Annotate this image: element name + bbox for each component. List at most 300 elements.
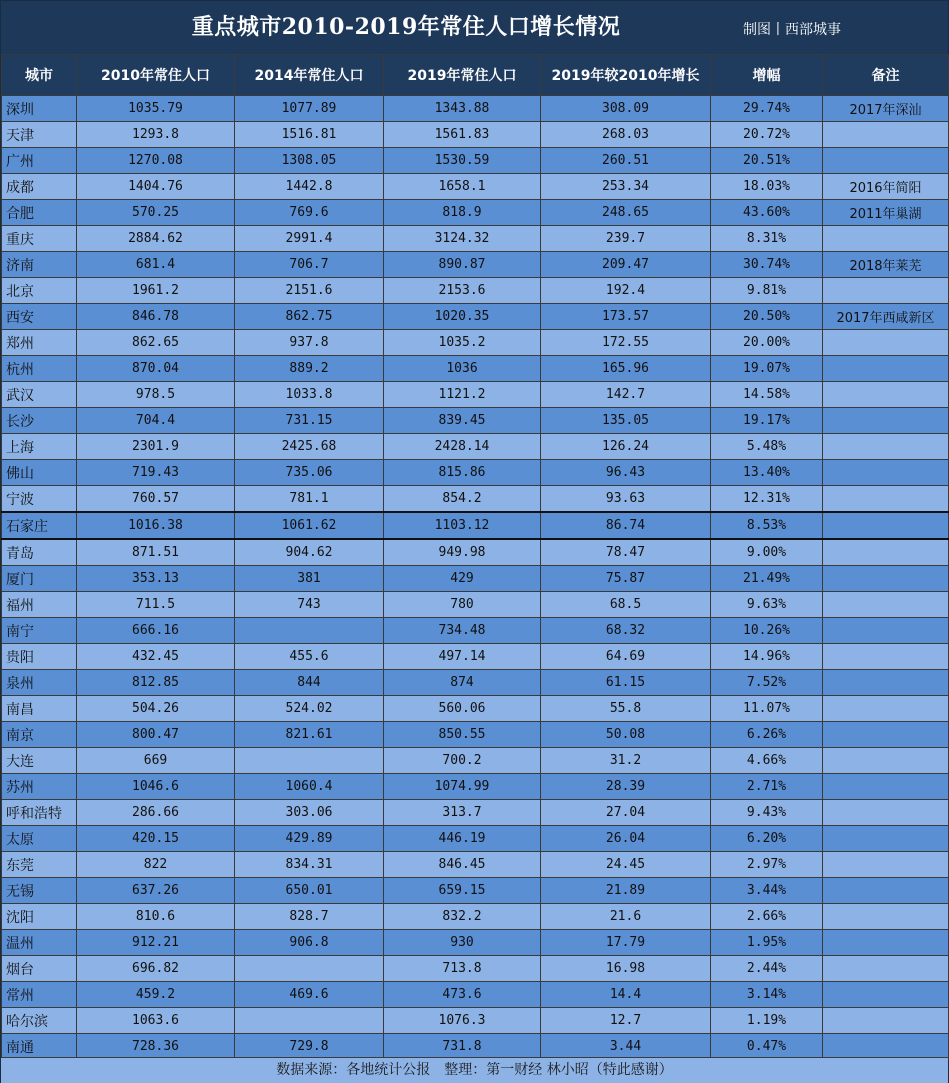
growth-rate-cell: 14.58% <box>711 382 823 408</box>
pop-2010-cell: 669 <box>77 748 235 774</box>
city-cell: 无锡 <box>2 878 77 904</box>
pop-2019-cell: 930 <box>384 930 541 956</box>
note-cell <box>823 982 949 1008</box>
pop-2019-cell: 815.86 <box>384 460 541 486</box>
note-cell <box>823 512 949 539</box>
pop-2014-cell: 706.7 <box>235 252 384 278</box>
pop-2019-cell: 1076.3 <box>384 1008 541 1034</box>
note-cell: 2017年深汕 <box>823 96 949 122</box>
growth-rate-cell: 9.43% <box>711 800 823 826</box>
city-cell: 南宁 <box>2 618 77 644</box>
growth-rate-cell: 5.48% <box>711 434 823 460</box>
growth-cell: 253.34 <box>541 174 711 200</box>
header-row <box>2 55 949 96</box>
table-row <box>2 904 949 930</box>
growth-rate-cell: 13.40% <box>711 460 823 486</box>
growth-rate-cell: 4.66% <box>711 748 823 774</box>
pop-2010-cell: 800.47 <box>77 722 235 748</box>
growth-cell: 17.79 <box>541 930 711 956</box>
pop-2014-cell: 828.7 <box>235 904 384 930</box>
city-cell: 济南 <box>2 252 77 278</box>
growth-rate-cell: 21.49% <box>711 566 823 592</box>
pop-2010-cell: 2301.9 <box>77 434 235 460</box>
pop-2010-cell: 1961.2 <box>77 278 235 304</box>
pop-2010-cell: 1035.79 <box>77 96 235 122</box>
note-cell <box>823 774 949 800</box>
growth-cell: 16.98 <box>541 956 711 982</box>
growth-rate-cell: 9.63% <box>711 592 823 618</box>
table-body <box>2 96 949 1060</box>
note-cell <box>823 122 949 148</box>
header-growth-rate: 增幅 <box>711 55 823 96</box>
growth-cell: 28.39 <box>541 774 711 800</box>
growth-cell: 248.65 <box>541 200 711 226</box>
growth-rate-cell: 9.81% <box>711 278 823 304</box>
note-cell <box>823 434 949 460</box>
note-cell <box>823 226 949 252</box>
growth-cell: 68.5 <box>541 592 711 618</box>
pop-2014-cell: 731.15 <box>235 408 384 434</box>
growth-rate-cell: 14.96% <box>711 644 823 670</box>
growth-rate-cell: 2.44% <box>711 956 823 982</box>
pop-2019-cell: 890.87 <box>384 252 541 278</box>
pop-2010-cell: 822 <box>77 852 235 878</box>
pop-2010-cell: 704.4 <box>77 408 235 434</box>
note-cell <box>823 956 949 982</box>
growth-cell: 78.47 <box>541 539 711 566</box>
growth-rate-cell: 19.07% <box>711 356 823 382</box>
growth-cell: 50.08 <box>541 722 711 748</box>
growth-rate-cell: 19.17% <box>711 408 823 434</box>
growth-rate-cell: 7.52% <box>711 670 823 696</box>
growth-rate-cell: 9.00% <box>711 539 823 566</box>
pop-2010-cell: 810.6 <box>77 904 235 930</box>
pop-2010-cell: 1016.38 <box>77 512 235 539</box>
pop-2014-cell: 469.6 <box>235 982 384 1008</box>
city-cell: 温州 <box>2 930 77 956</box>
growth-rate-cell: 20.51% <box>711 148 823 174</box>
pop-2014-cell: 862.75 <box>235 304 384 330</box>
header-pop-2019: 2019年常住人口 <box>384 55 541 96</box>
growth-rate-cell: 2.66% <box>711 904 823 930</box>
growth-cell: 165.96 <box>541 356 711 382</box>
pop-2014-cell <box>235 956 384 982</box>
pop-2010-cell: 353.13 <box>77 566 235 592</box>
growth-cell: 192.4 <box>541 278 711 304</box>
note-cell <box>823 382 949 408</box>
note-cell <box>823 539 949 566</box>
growth-cell: 68.32 <box>541 618 711 644</box>
pop-2019-cell: 560.06 <box>384 696 541 722</box>
credit-label: 制图丨西部城事 <box>743 22 841 38</box>
pop-2014-cell: 906.8 <box>235 930 384 956</box>
table-row <box>2 408 949 434</box>
pop-2019-cell: 1035.2 <box>384 330 541 356</box>
city-cell: 佛山 <box>2 460 77 486</box>
pop-2019-cell: 2428.14 <box>384 434 541 460</box>
growth-cell: 61.15 <box>541 670 711 696</box>
pop-2019-cell: 1074.99 <box>384 774 541 800</box>
page-title: 重点城市2010-2019年常住人口增长情况 <box>191 14 621 40</box>
pop-2019-cell: 473.6 <box>384 982 541 1008</box>
growth-cell: 26.04 <box>541 826 711 852</box>
city-cell: 呼和浩特 <box>2 800 77 826</box>
growth-cell: 209.47 <box>541 252 711 278</box>
growth-rate-cell: 20.50% <box>711 304 823 330</box>
city-cell: 长沙 <box>2 408 77 434</box>
pop-2019-cell: 713.8 <box>384 956 541 982</box>
table-row <box>2 278 949 304</box>
pop-2019-cell: 2153.6 <box>384 278 541 304</box>
city-cell: 合肥 <box>2 200 77 226</box>
pop-2014-cell: 1061.62 <box>235 512 384 539</box>
city-cell: 北京 <box>2 278 77 304</box>
header-notes: 备注 <box>823 55 949 96</box>
table-row <box>2 748 949 774</box>
growth-rate-cell: 18.03% <box>711 174 823 200</box>
header-growth: 2019年较2010年增长 <box>541 55 711 96</box>
city-cell: 重庆 <box>2 226 77 252</box>
pop-2014-cell: 1308.05 <box>235 148 384 174</box>
pop-2010-cell: 1404.76 <box>77 174 235 200</box>
table-row <box>2 852 949 878</box>
pop-2019-cell: 659.15 <box>384 878 541 904</box>
pop-2019-cell: 446.19 <box>384 826 541 852</box>
city-cell: 杭州 <box>2 356 77 382</box>
note-cell <box>823 330 949 356</box>
table-row <box>2 956 949 982</box>
growth-cell: 27.04 <box>541 800 711 826</box>
note-cell <box>823 278 949 304</box>
pop-2010-cell: 666.16 <box>77 618 235 644</box>
growth-rate-cell: 1.95% <box>711 930 823 956</box>
table-row <box>2 722 949 748</box>
growth-cell: 14.4 <box>541 982 711 1008</box>
growth-cell: 86.74 <box>541 512 711 539</box>
growth-cell: 55.8 <box>541 696 711 722</box>
note-cell: 2017年西咸新区 <box>823 304 949 330</box>
note-cell <box>823 696 949 722</box>
header-pop-2014: 2014年常住人口 <box>235 55 384 96</box>
pop-2014-cell: 743 <box>235 592 384 618</box>
pop-2010-cell: 696.82 <box>77 956 235 982</box>
pop-2010-cell: 760.57 <box>77 486 235 513</box>
pop-2014-cell: 904.62 <box>235 539 384 566</box>
city-cell: 哈尔滨 <box>2 1008 77 1034</box>
growth-cell: 268.03 <box>541 122 711 148</box>
table-row <box>2 826 949 852</box>
note-cell <box>823 566 949 592</box>
pop-2010-cell: 1063.6 <box>77 1008 235 1034</box>
pop-2019-cell: 700.2 <box>384 748 541 774</box>
pop-2010-cell: 846.78 <box>77 304 235 330</box>
table-row <box>2 618 949 644</box>
city-cell: 苏州 <box>2 774 77 800</box>
pop-2019-cell: 734.48 <box>384 618 541 644</box>
pop-2019-cell: 780 <box>384 592 541 618</box>
pop-2019-cell: 1530.59 <box>384 148 541 174</box>
growth-rate-cell: 29.74% <box>711 96 823 122</box>
city-cell: 大连 <box>2 748 77 774</box>
note-cell: 2011年巢湖 <box>823 200 949 226</box>
note-cell <box>823 670 949 696</box>
pop-2019-cell: 832.2 <box>384 904 541 930</box>
pop-2019-cell: 1561.83 <box>384 122 541 148</box>
city-cell: 广州 <box>2 148 77 174</box>
pop-2010-cell: 504.26 <box>77 696 235 722</box>
pop-2010-cell: 286.66 <box>77 800 235 826</box>
pop-2019-cell: 313.7 <box>384 800 541 826</box>
growth-cell: 173.57 <box>541 304 711 330</box>
pop-2014-cell: 1033.8 <box>235 382 384 408</box>
city-cell: 厦门 <box>2 566 77 592</box>
pop-2019-cell: 497.14 <box>384 644 541 670</box>
pop-2014-cell: 455.6 <box>235 644 384 670</box>
pop-2014-cell <box>235 618 384 644</box>
pop-2014-cell: 729.8 <box>235 1034 384 1060</box>
table-row <box>2 670 949 696</box>
city-cell: 常州 <box>2 982 77 1008</box>
table-row <box>2 356 949 382</box>
growth-cell: 308.09 <box>541 96 711 122</box>
note-cell <box>823 722 949 748</box>
pop-2019-cell: 874 <box>384 670 541 696</box>
city-cell: 太原 <box>2 826 77 852</box>
table-row <box>2 148 949 174</box>
table-header <box>2 55 949 96</box>
note-cell: 2018年莱芜 <box>823 252 949 278</box>
note-cell <box>823 148 949 174</box>
pop-2019-cell: 854.2 <box>384 486 541 513</box>
growth-cell: 96.43 <box>541 460 711 486</box>
table-row <box>2 252 949 278</box>
table-row <box>2 460 949 486</box>
pop-2010-cell: 1270.08 <box>77 148 235 174</box>
table-row <box>2 330 949 356</box>
pop-2014-cell: 1060.4 <box>235 774 384 800</box>
pop-2019-cell: 949.98 <box>384 539 541 566</box>
city-cell: 青岛 <box>2 539 77 566</box>
table-row <box>2 122 949 148</box>
growth-cell: 93.63 <box>541 486 711 513</box>
note-cell <box>823 1008 949 1034</box>
city-cell: 石家庄 <box>2 512 77 539</box>
pop-2010-cell: 978.5 <box>77 382 235 408</box>
pop-2014-cell: 303.06 <box>235 800 384 826</box>
pop-2014-cell <box>235 748 384 774</box>
table-row <box>2 539 949 566</box>
pop-2014-cell: 844 <box>235 670 384 696</box>
pop-2014-cell: 781.1 <box>235 486 384 513</box>
growth-rate-cell: 43.60% <box>711 200 823 226</box>
growth-rate-cell: 10.26% <box>711 618 823 644</box>
pop-2010-cell: 1293.8 <box>77 122 235 148</box>
pop-2019-cell: 818.9 <box>384 200 541 226</box>
note-cell <box>823 408 949 434</box>
city-cell: 东莞 <box>2 852 77 878</box>
note-cell <box>823 618 949 644</box>
source-footer: 数据来源：各地统计公报 整理：第一财经 林小昭（特此感谢） <box>1 1057 948 1083</box>
pop-2010-cell: 871.51 <box>77 539 235 566</box>
growth-cell: 142.7 <box>541 382 711 408</box>
city-cell: 烟台 <box>2 956 77 982</box>
pop-2014-cell: 735.06 <box>235 460 384 486</box>
growth-cell: 24.45 <box>541 852 711 878</box>
table-row <box>2 1008 949 1034</box>
pop-2014-cell: 937.8 <box>235 330 384 356</box>
note-cell <box>823 826 949 852</box>
pop-2014-cell: 889.2 <box>235 356 384 382</box>
pop-2010-cell: 432.45 <box>77 644 235 670</box>
growth-rate-cell: 12.31% <box>711 486 823 513</box>
city-cell: 南昌 <box>2 696 77 722</box>
pop-2014-cell: 2425.68 <box>235 434 384 460</box>
pop-2010-cell: 728.36 <box>77 1034 235 1060</box>
city-cell: 武汉 <box>2 382 77 408</box>
growth-cell: 75.87 <box>541 566 711 592</box>
pop-2014-cell: 769.6 <box>235 200 384 226</box>
pop-2019-cell: 1103.12 <box>384 512 541 539</box>
city-cell: 沈阳 <box>2 904 77 930</box>
population-table <box>1 54 949 1060</box>
pop-2019-cell: 1121.2 <box>384 382 541 408</box>
table-row <box>2 930 949 956</box>
city-cell: 上海 <box>2 434 77 460</box>
growth-rate-cell: 3.14% <box>711 982 823 1008</box>
city-cell: 天津 <box>2 122 77 148</box>
growth-cell: 260.51 <box>541 148 711 174</box>
city-cell: 成都 <box>2 174 77 200</box>
pop-2010-cell: 459.2 <box>77 982 235 1008</box>
growth-cell: 21.6 <box>541 904 711 930</box>
growth-rate-cell: 20.00% <box>711 330 823 356</box>
pop-2014-cell: 2151.6 <box>235 278 384 304</box>
note-cell <box>823 852 949 878</box>
pop-2014-cell: 834.31 <box>235 852 384 878</box>
table-row <box>2 304 949 330</box>
note-cell <box>823 748 949 774</box>
growth-cell: 31.2 <box>541 748 711 774</box>
city-cell: 南通 <box>2 1034 77 1060</box>
note-cell: 2016年简阳 <box>823 174 949 200</box>
pop-2014-cell: 1442.8 <box>235 174 384 200</box>
title-bar <box>1 1 948 54</box>
city-cell: 泉州 <box>2 670 77 696</box>
pop-2010-cell: 637.26 <box>77 878 235 904</box>
pop-2010-cell: 719.43 <box>77 460 235 486</box>
pop-2019-cell: 731.8 <box>384 1034 541 1060</box>
pop-2010-cell: 681.4 <box>77 252 235 278</box>
table-row <box>2 486 949 513</box>
pop-2010-cell: 711.5 <box>77 592 235 618</box>
pop-2019-cell: 429 <box>384 566 541 592</box>
header-city: 城市 <box>2 55 77 96</box>
pop-2019-cell: 846.45 <box>384 852 541 878</box>
table-row <box>2 200 949 226</box>
growth-rate-cell: 0.47% <box>711 1034 823 1060</box>
growth-rate-cell: 2.97% <box>711 852 823 878</box>
growth-cell: 64.69 <box>541 644 711 670</box>
header-pop-2010: 2010年常住人口 <box>77 55 235 96</box>
growth-rate-cell: 20.72% <box>711 122 823 148</box>
growth-cell: 21.89 <box>541 878 711 904</box>
pop-2014-cell: 1077.89 <box>235 96 384 122</box>
table-row <box>2 1034 949 1060</box>
table-row <box>2 382 949 408</box>
pop-2014-cell: 821.61 <box>235 722 384 748</box>
note-cell <box>823 878 949 904</box>
city-cell: 宁波 <box>2 486 77 513</box>
city-cell: 郑州 <box>2 330 77 356</box>
growth-rate-cell: 2.71% <box>711 774 823 800</box>
pop-2019-cell: 1036 <box>384 356 541 382</box>
table-row <box>2 174 949 200</box>
table-row <box>2 512 949 539</box>
pop-2019-cell: 839.45 <box>384 408 541 434</box>
pop-2014-cell: 2991.4 <box>235 226 384 252</box>
pop-2014-cell: 429.89 <box>235 826 384 852</box>
pop-2010-cell: 862.65 <box>77 330 235 356</box>
table-row <box>2 566 949 592</box>
city-cell: 南京 <box>2 722 77 748</box>
growth-rate-cell: 6.26% <box>711 722 823 748</box>
note-cell <box>823 800 949 826</box>
pop-2014-cell: 524.02 <box>235 696 384 722</box>
pop-2019-cell: 1020.35 <box>384 304 541 330</box>
note-cell <box>823 1034 949 1060</box>
pop-2019-cell: 1658.1 <box>384 174 541 200</box>
table-row <box>2 592 949 618</box>
pop-2014-cell: 1516.81 <box>235 122 384 148</box>
note-cell <box>823 460 949 486</box>
table-row <box>2 434 949 460</box>
growth-rate-cell: 6.20% <box>711 826 823 852</box>
table-row <box>2 774 949 800</box>
table-row <box>2 96 949 122</box>
table-row <box>2 644 949 670</box>
pop-2014-cell: 381 <box>235 566 384 592</box>
pop-2010-cell: 870.04 <box>77 356 235 382</box>
growth-rate-cell: 3.44% <box>711 878 823 904</box>
pop-2019-cell: 3124.32 <box>384 226 541 252</box>
note-cell <box>823 904 949 930</box>
growth-rate-cell: 8.53% <box>711 512 823 539</box>
table-row <box>2 800 949 826</box>
growth-rate-cell: 30.74% <box>711 252 823 278</box>
pop-2010-cell: 420.15 <box>77 826 235 852</box>
growth-cell: 3.44 <box>541 1034 711 1060</box>
pop-2019-cell: 850.55 <box>384 722 541 748</box>
note-cell <box>823 644 949 670</box>
pop-2014-cell: 650.01 <box>235 878 384 904</box>
growth-rate-cell: 11.07% <box>711 696 823 722</box>
table-row <box>2 226 949 252</box>
pop-2010-cell: 570.25 <box>77 200 235 226</box>
pop-2010-cell: 912.21 <box>77 930 235 956</box>
city-cell: 贵阳 <box>2 644 77 670</box>
growth-rate-cell: 8.31% <box>711 226 823 252</box>
growth-rate-cell: 1.19% <box>711 1008 823 1034</box>
pop-2010-cell: 812.85 <box>77 670 235 696</box>
growth-cell: 12.7 <box>541 1008 711 1034</box>
table-row <box>2 878 949 904</box>
pop-2010-cell: 1046.6 <box>77 774 235 800</box>
city-cell: 福州 <box>2 592 77 618</box>
pop-2019-cell: 1343.88 <box>384 96 541 122</box>
city-cell: 西安 <box>2 304 77 330</box>
city-cell: 深圳 <box>2 96 77 122</box>
note-cell <box>823 930 949 956</box>
